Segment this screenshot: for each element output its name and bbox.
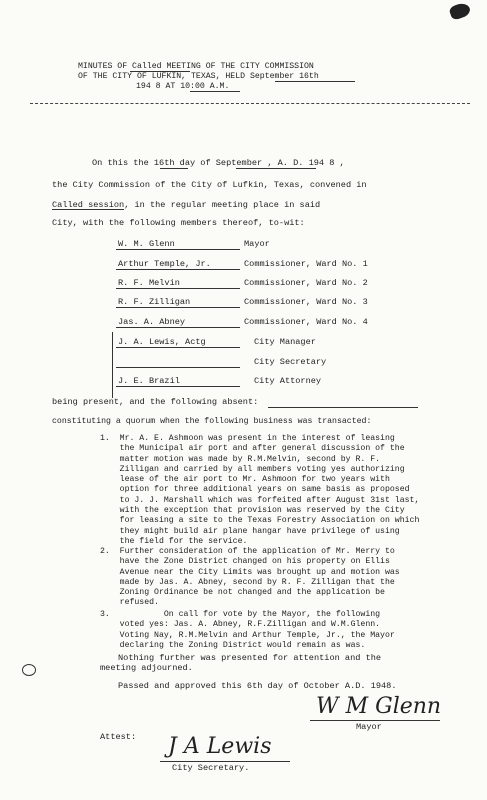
- secretary-signature: J A Lewis: [168, 734, 272, 759]
- opening-fill-session: [52, 209, 124, 210]
- member-fill: [116, 288, 240, 289]
- opening-line-4: City, with the following members thereof, to-wit:: [52, 218, 305, 228]
- bracket: [112, 332, 113, 398]
- member-fill: [116, 386, 240, 387]
- business-item-3: 3. On call for vote by the Mayor, the following voted yes: Jas. A. Abney, R.F.Zilligan and W.M.Glenn. Voting Nay, R.M.Melvin and Arthur Temple, Jr., the Mayor declaring the Zoning District would remain as was.: [100, 610, 395, 650]
- header-fill-2: [275, 81, 355, 82]
- member-title: Commissioner, Ward No. 4: [244, 317, 368, 327]
- closing-line-1: Nothing further was presented for attention and the: [118, 653, 382, 663]
- member-fill: [116, 347, 240, 348]
- member-fill: [116, 327, 240, 328]
- secretary-label: City Secretary.: [172, 763, 250, 773]
- member-title: Commissioner, Ward No. 1: [244, 259, 368, 269]
- member-name: Jas. A. Abney: [118, 317, 186, 327]
- mayor-label: Mayor: [356, 722, 382, 732]
- opening-line-2: the City Commission of the City of Lufkin, Texas, convened in: [52, 180, 367, 190]
- absent-fill: [268, 407, 418, 408]
- business-item-1: 1. Mr. A. E. Ashmoon was present in the interest of leasing the Municipal air port and after general discussion of the matter motion was made by R.M.Melvin, second by R. F. Zilligan and carried by all members voting yes authorizing lease of the air port to Mr. Ashmoon for two years with option for three additional years on same basis as proposed to J. J. Marshall which was forfeited after August 31st last, with the exception that provision was reserved by the City for leasing a site to the Texas Forestry Association on which they might build air plane hangar have privilege of using the field for the service.: [100, 434, 420, 546]
- member-fill: [116, 269, 240, 270]
- ink-smudge: [448, 1, 472, 21]
- member-title: City Attorney: [254, 376, 322, 386]
- member-name: J. E. Brazil: [118, 376, 180, 386]
- business-item-2: 2. Further consideration of the application of Mr. Merry to have the Zone District changed on his property on Ellis Avenue near the City Limits was brought up and motion was made by Jas. A. Abney, second by R. F. Zilligan that the Zoning Ordinance be not changed and the application be refused.: [100, 547, 400, 608]
- member-name: J. A. Lewis, Actg: [118, 337, 206, 347]
- opening-line-1: On this the 16th day of September , A. D. 194 8 ,: [92, 158, 345, 168]
- member-name: R. F. Zilligan: [118, 297, 191, 307]
- member-title: Commissioner, Ward No. 2: [244, 278, 368, 288]
- member-title: City Secretary: [254, 357, 327, 367]
- header-line-3: 194 8 AT 10:00 A.M.: [136, 82, 230, 91]
- member-fill: [116, 307, 240, 308]
- header-fill-3: [190, 91, 240, 92]
- separator: [30, 103, 470, 104]
- header-line-1: MINUTES OF Called MEETING OF THE CITY COMMISSION: [78, 62, 314, 71]
- member-title: Mayor: [244, 239, 270, 249]
- member-name: W. M. Glenn: [118, 239, 175, 249]
- member-name: Arthur Temple, Jr.: [118, 259, 211, 269]
- absent-line: being present, and the following absent:: [52, 397, 259, 407]
- mayor-line: [310, 720, 440, 721]
- header-line-2: OF THE CITY OF LUFKIN, TEXAS, HELD September 16th: [78, 72, 319, 81]
- secretary-line: [160, 761, 290, 762]
- attest-label: Attest:: [100, 732, 137, 742]
- member-fill: [116, 367, 240, 368]
- opening-line-3: Called session, in the regular meeting place in said: [52, 200, 321, 210]
- member-name: R. F. Melvin: [118, 278, 180, 288]
- mayor-signature: W M Glenn: [316, 694, 442, 719]
- member-fill: [116, 249, 240, 250]
- opening-fill-month: [236, 168, 316, 169]
- punch-mark: [22, 664, 36, 676]
- member-title: Commissioner, Ward No. 3: [244, 297, 368, 307]
- quorum-line: constituting a quorum when the following business was transacted:: [52, 417, 372, 426]
- closing-line-3: Passed and approved this 6th day of October A.D. 1948.: [118, 681, 397, 691]
- opening-fill-day: [160, 168, 188, 169]
- member-title: City Manager: [254, 337, 316, 347]
- closing-line-2: meeting adjourned.: [100, 663, 193, 673]
- header-fill-1: [130, 71, 190, 72]
